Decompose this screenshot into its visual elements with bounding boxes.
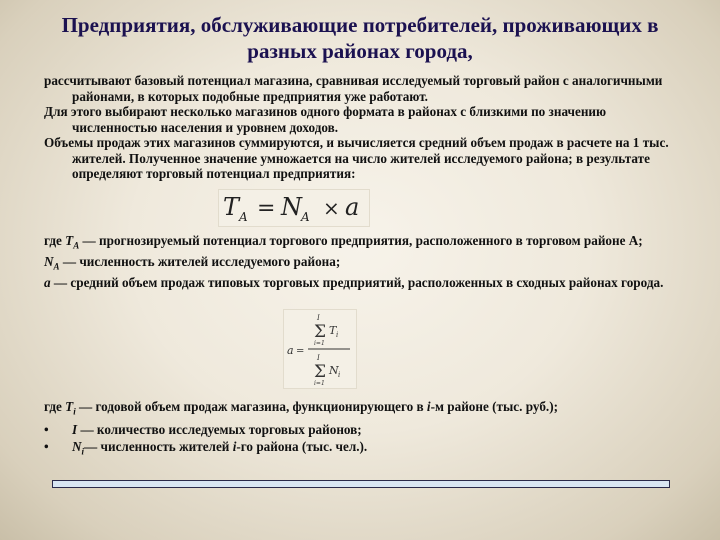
def-symbol: I	[72, 421, 78, 437]
def-symbol: a	[44, 275, 51, 291]
formula2-num-sub: i	[336, 331, 339, 339]
definitions-block	[44, 233, 684, 291]
def-text: — численность жителей	[84, 438, 233, 454]
def-text: — средний объем продаж типовых торговых предприятий, расположенных в сходных районах города.	[50, 275, 664, 291]
where-prefix: где	[44, 399, 66, 414]
def-sub: i	[81, 446, 85, 457]
formula2-upper-top: I	[317, 314, 320, 322]
def-index: i	[426, 399, 431, 414]
formula2-eq: =	[296, 346, 305, 357]
bullet-item-ni	[44, 438, 694, 461]
formula2-den: N	[329, 364, 339, 377]
formula1-lhs-sub: A	[239, 210, 248, 224]
def-symbol: T	[65, 399, 74, 414]
slide-title	[0, 12, 720, 64]
formula1-lhs: T	[223, 193, 240, 221]
formula2-sum-top: Σ	[314, 322, 327, 342]
formula2-num: T	[329, 324, 337, 337]
def-text-tail: -м районе (тыс. руб.);	[430, 399, 558, 414]
def-symbol: N	[44, 254, 54, 270]
definition-a	[44, 275, 684, 291]
definition-ta	[44, 233, 684, 254]
definition-na	[44, 254, 684, 275]
formula2-upper-bottom: I	[317, 354, 320, 362]
where-prefix: где	[44, 233, 66, 248]
def-text: — количество исследуемых торговых районов;	[77, 421, 362, 437]
def-symbol: T	[65, 233, 74, 248]
formula-potential	[218, 189, 370, 227]
paragraph-1: рассчитывают базовый потенциал магазина, сравнивая исследуемый торговый район с аналогичными районами, в которых подобные предприятия уже работают.	[44, 73, 663, 104]
formula1-a: a	[345, 193, 360, 221]
def-text: — численность жителей исследуемого района;	[59, 254, 341, 270]
title-line-1: Предприятия, обслуживающие потребителей, проживающих в	[61, 13, 659, 37]
formula-average	[283, 309, 357, 389]
def-sub: i	[73, 406, 76, 417]
paragraph-3: Объемы продаж этих магазинов суммируются, и вычисляется средний объем продаж в расчете на 1 тыс. жителей. Полученное значение умножается на число жителей исследуемого района; в результате определяют торговый потенциал предприятия:	[44, 135, 669, 181]
def-symbol: N	[72, 438, 82, 454]
def-sub: A	[53, 261, 60, 272]
def-index: i	[232, 438, 237, 454]
formula2-den-sub: i	[338, 371, 341, 379]
formula1-eq: =	[257, 196, 276, 221]
definition-ti	[44, 398, 694, 421]
def-sub: A	[73, 240, 80, 251]
formula2-lower-top: i=1	[314, 340, 325, 347]
def-text-tail: -го района (тыс. чел.).	[236, 438, 368, 454]
bullet-marker: •	[44, 421, 49, 437]
bullet-marker: •	[44, 438, 49, 454]
formula2-sum-bottom: Σ	[314, 362, 327, 382]
formula1-n: N	[281, 193, 302, 221]
formula1-times: ×	[323, 196, 340, 220]
def-text: — годовой объем продаж магазина, функционирующего в	[75, 399, 427, 414]
intro-text	[44, 73, 684, 182]
paragraph-2: Для этого выбирают несколько магазинов одного формата в районах с близкими по значению численностью населения и уровнем доходов.	[44, 104, 607, 135]
formula2-a: a	[287, 344, 294, 357]
decorative-bar	[52, 480, 670, 488]
bullet-item-i	[44, 421, 694, 438]
formula1-n-sub: A	[301, 210, 310, 224]
second-definitions	[44, 398, 694, 460]
def-text: — прогнозируемый потенциал торгового предприятия, расположенного в торговом районе А;	[79, 233, 643, 248]
formula2-lower-bottom: i=1	[314, 380, 325, 387]
title-line-2: разных районах города,	[247, 39, 473, 63]
